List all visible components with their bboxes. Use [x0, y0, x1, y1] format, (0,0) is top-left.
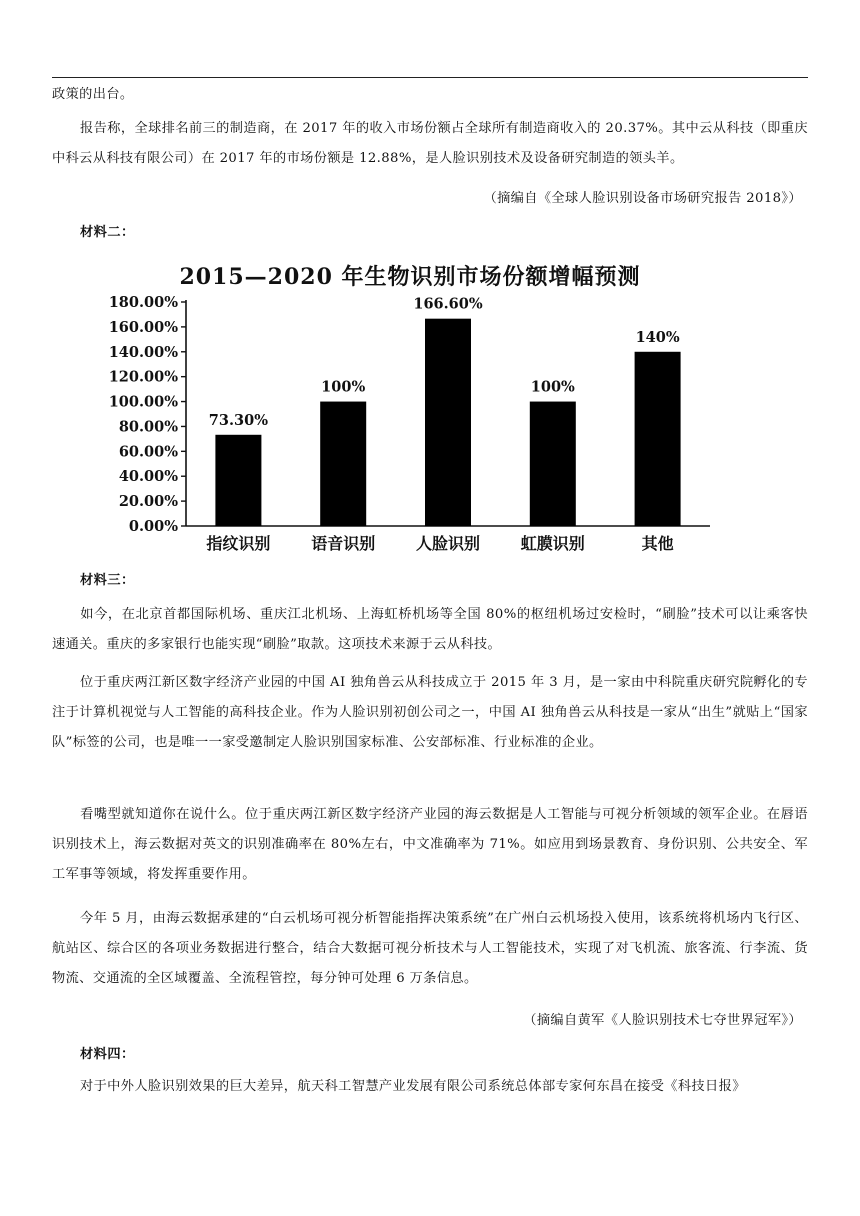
paragraph-intro: 政策的出台。 — [52, 87, 134, 102]
y-tick-label: 20.00% — [118, 493, 178, 511]
x-category-label: 人脸识别 — [415, 534, 481, 553]
source-citation-3: （摘编自黄军《人脸识别技术七夺世界冠军》） — [523, 1013, 802, 1028]
y-tick-label: 120.00% — [108, 368, 178, 386]
x-category-label: 语音识别 — [311, 534, 376, 553]
paragraph-report: 报告称，全球排名前三的制造商，在 2017 年的收入市场份额占全球所有制造商收入的 20.37%。其中云从科技（即重庆中科云从科技有限公司）在 2017 年的市场份额是 12.88%，是人脸识别技术及设备研究制造的领头羊。 — [52, 121, 808, 166]
x-category-label: 其他 — [641, 534, 674, 553]
y-tick-label: 160.00% — [108, 318, 178, 336]
bar-value-label: 100% — [321, 378, 366, 396]
y-tick-label: 40.00% — [118, 468, 178, 486]
y-tick-label: 100.00% — [108, 393, 178, 411]
chart-axes — [109, 294, 710, 535]
bar-5 — [635, 352, 681, 526]
bar-value-label: 140% — [635, 328, 680, 346]
paragraph-material-four: 对于中外人脸识别效果的巨大差异，航天科工智慧产业发展有限公司系统总体部专家何东昌在接受《科技日报》 — [80, 1079, 746, 1094]
chart-title: 2015—2020 年生物识别市场份额增幅预测 — [179, 264, 641, 290]
x-category-label: 指纹识别 — [206, 534, 271, 553]
source-citation-1: （摘编自《全球人脸识别设备市场研究报告 2018》） — [483, 191, 802, 206]
header-rule — [52, 77, 808, 78]
material-three-label: 材料三： — [80, 573, 135, 588]
paragraph-baiyun: 今年 5 月，由海云数据承建的“白云机场可视分析智能指挥决策系统”在广州白云机场投入使用，该系统将机场内飞行区、航站区、综合区的各项业务数据进行整合，结合大数据可视分析技术与人工智能技术，实现了对飞机流、旅客流、行李流、货物流、交通流的全区域覆盖、全流程管控，每分钟可处理 6 万条信息。 — [52, 911, 808, 986]
bar-1 — [215, 435, 261, 526]
y-tick-label: 0.00% — [128, 518, 178, 535]
bar-value-label: 166.60% — [413, 295, 483, 313]
bar-value-label: 100% — [530, 378, 575, 396]
bar-3 — [425, 319, 471, 526]
paragraph-airport: 如今，在北京首都国际机场、重庆江北机场、上海虹桥机场等全国 80%的枢纽机场过安检时，“刷脸”技术可以让乘客快速通关。重庆的多家银行也能实现“刷脸”取款。这项技术来源于云从科技。 — [52, 607, 808, 652]
y-tick-label: 60.00% — [118, 443, 178, 461]
x-category-label: 虹膜识别 — [520, 534, 585, 553]
chart-bars — [215, 319, 680, 526]
paragraph-lipreading: 看嘴型就知道你在说什么。位于重庆两江新区数字经济产业园的海云数据是人工智能与可视分析领域的领军企业。在唇语识别技术上，海云数据对英文的识别准确率在 80%左右，中文准确率为 71%。如应用到场景教育、身份识别、公共安全、军工军事等领域，将发挥重要作用。 — [52, 807, 808, 882]
bar-4 — [530, 402, 576, 526]
bar-value-label: 73.30% — [208, 411, 268, 429]
y-tick-label: 180.00% — [108, 294, 178, 311]
material-two-label: 材料二： — [80, 225, 135, 240]
material-four-label: 材料四： — [80, 1047, 135, 1062]
y-tick-label: 140.00% — [108, 343, 178, 361]
bar-2 — [320, 402, 366, 526]
y-tick-label: 80.00% — [118, 418, 178, 436]
paragraph-cloudwalk: 位于重庆两江新区数字经济产业园的中国 AI 独角兽云从科技成立于 2015 年 3 月，是一家由中科院重庆研究院孵化的专注于计算机视觉与人工智能的高科技企业。作为人脸识别初创公司之一，中国 AI 独角兽云从科技是一家从“出生”就贴上“国家队”标签的公司，也是唯一一家受邀制定人脸识别国家标准、公安部标准、行业标准的企业。 — [52, 675, 808, 750]
market-share-bar-chart — [80, 250, 740, 560]
